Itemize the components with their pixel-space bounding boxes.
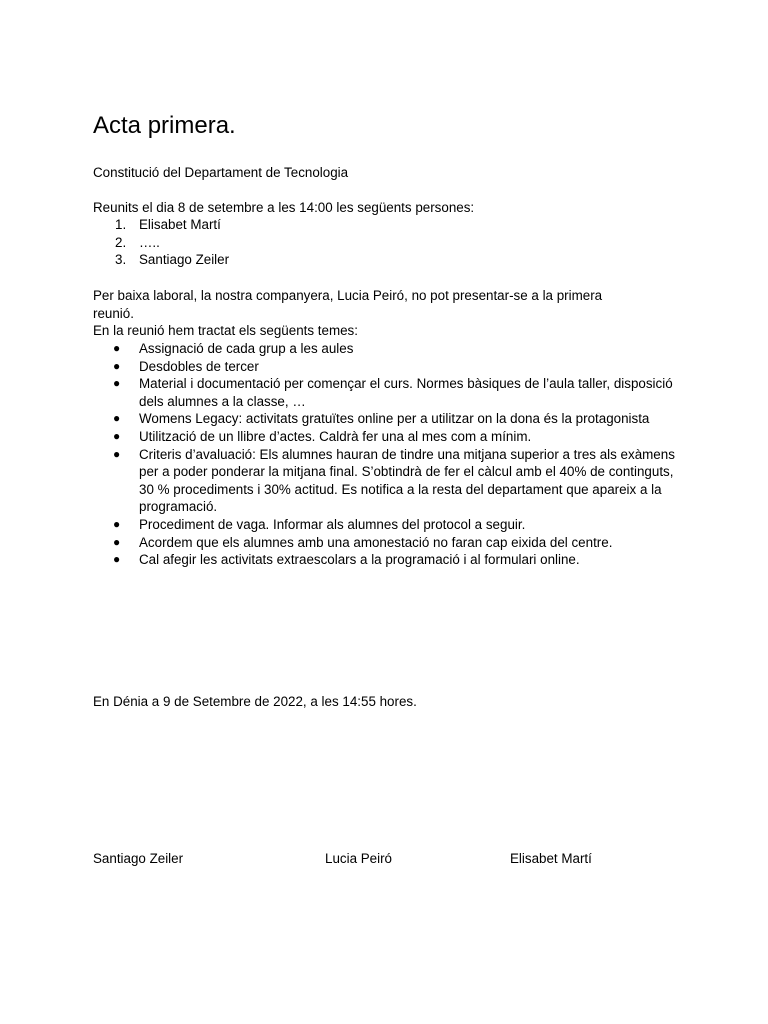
signature-santiago-zeiler: Santiago Zeiler — [93, 851, 184, 866]
attendee-number: 3. — [115, 252, 127, 268]
topic-item — [93, 446, 688, 516]
topic-item — [93, 428, 688, 446]
bullet-icon: ● — [113, 411, 121, 426]
attendance-intro: Reunits el dia 8 de setembre a les 14:00 les següents persones: — [93, 200, 475, 215]
attendee-item — [93, 234, 229, 252]
topic-text: Criteris d’avaluació: Els alumnes hauran de tindre una mitjana superior a tres als exàmens per a poder ponderar la mitjana final. S’obtindrà de fer el càlcul amb el 40% de continguts, 30 % procediments i 30% actitud. Es notifica a la resta del departament que apareix a la programació. — [139, 446, 675, 515]
topic-item — [93, 358, 688, 376]
topic-item — [93, 534, 688, 552]
attendees-list — [93, 216, 229, 269]
attendee-item — [93, 216, 229, 234]
bullet-icon: ● — [113, 534, 121, 549]
bullet-icon: ● — [113, 376, 121, 391]
bullet-icon: ● — [113, 446, 121, 461]
topic-text: Cal afegir les activitats extraescolars a la programació i al formulari online. — [139, 552, 580, 568]
bullet-icon: ● — [113, 516, 121, 531]
topic-text: Utilització de un llibre d’actes. Caldrà fer una al mes com a mínim. — [139, 428, 532, 444]
topics-list — [93, 340, 688, 569]
bullet-icon: ● — [113, 552, 121, 567]
absence-note-line-2: reunió. — [93, 306, 134, 321]
bullet-icon: ● — [113, 428, 121, 443]
absence-note-line-1: Per baixa laboral, la nostra companyera, Lucia Peiró, no pot presentar-se a la primera — [93, 288, 603, 303]
topic-text: Womens Legacy: activitats gratuïtes online per a utilitzar on la dona és la protagonista — [139, 411, 650, 427]
topic-item — [93, 516, 688, 534]
attendee-item — [93, 251, 229, 269]
topic-item — [93, 340, 688, 358]
attendee-name: Elisabet Martí — [139, 217, 221, 232]
bullet-icon: ● — [113, 358, 121, 373]
topic-text: Acordem que els alumnes amb una amonestació no faran cap eixida del centre. — [139, 534, 613, 550]
attendee-number: 2. — [115, 234, 127, 250]
document-subtitle: Constitució del Departament de Tecnologia — [93, 165, 349, 180]
signature-lucia-peiro: Lucia Peiró — [325, 851, 392, 866]
topic-item — [93, 551, 688, 569]
topic-text: Procediment de vaga. Informar als alumnes del protocol a seguir. — [139, 516, 526, 532]
topics-intro: En la reunió hem tractat els següents temes: — [93, 323, 358, 338]
topic-text: Assignació de cada grup a les aules — [139, 341, 354, 356]
attendee-name: ….. — [139, 234, 160, 250]
topic-item — [93, 375, 688, 410]
attendee-name: Santiago Zeiler — [139, 252, 230, 268]
bullet-icon: ● — [113, 341, 121, 355]
closing-statement: En Dénia a 9 de Setembre de 2022, a les 14:55 hores. — [93, 694, 417, 709]
topic-item — [93, 410, 688, 428]
signature-elisabet-marti: Elisabet Martí — [510, 851, 592, 866]
document-title: Acta primera. — [93, 112, 236, 139]
topic-text: Material i documentació per començar el curs. Normes bàsiques de l’aula taller, disposició dels alumnes a la classe, … — [139, 376, 673, 409]
attendee-number: 1. — [115, 217, 127, 232]
topic-text: Desdobles de tercer — [139, 358, 259, 374]
